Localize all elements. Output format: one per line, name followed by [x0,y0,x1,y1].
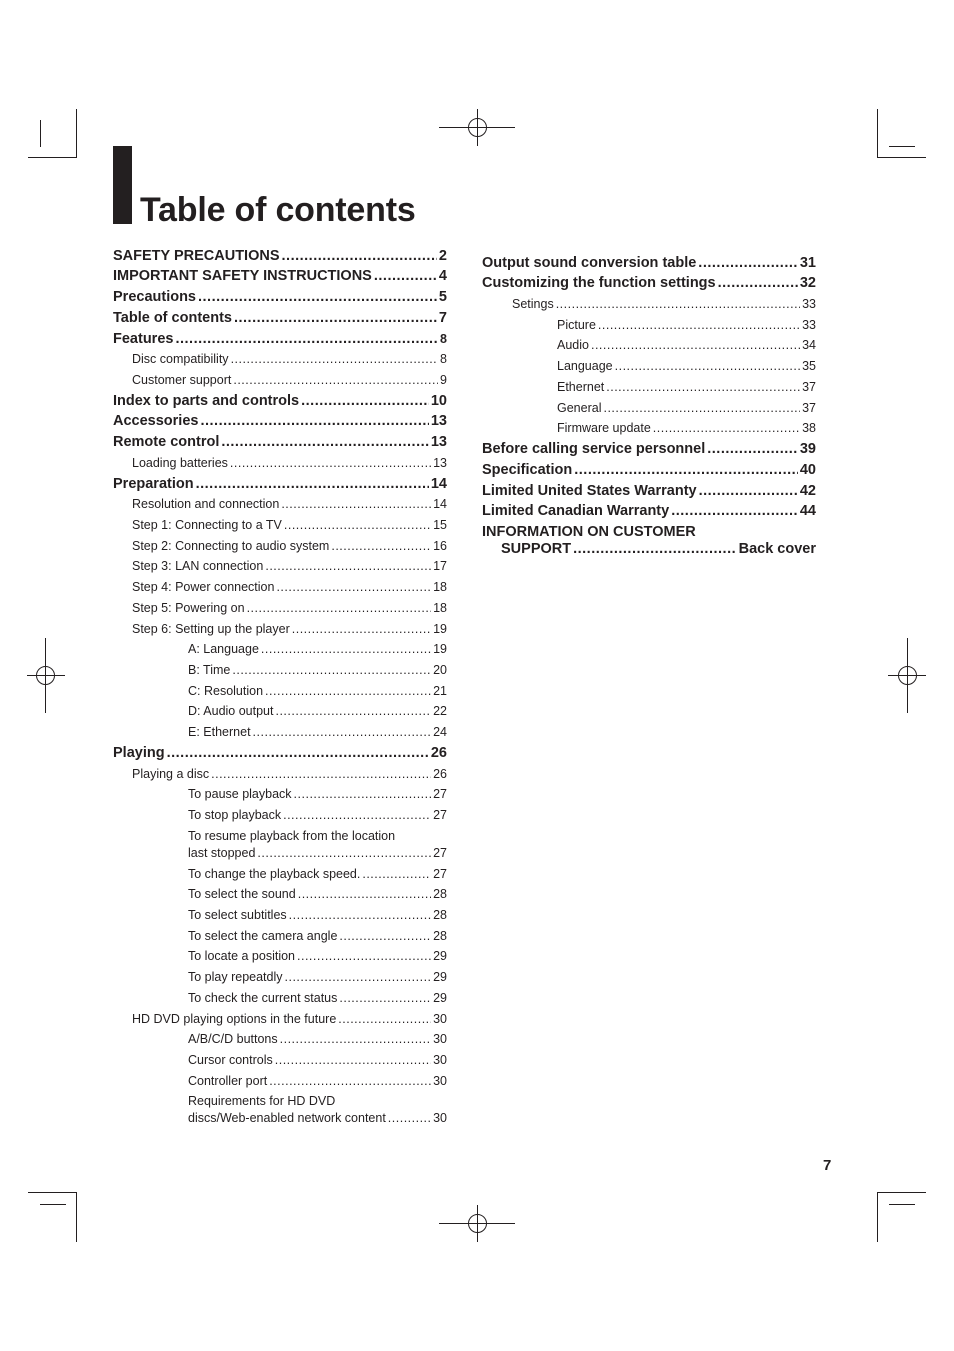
toc-entry[interactable]: Step 4: Power connection ..... 18 [132,580,447,594]
toc-entry[interactable]: HD DVD playing options in the future ..... 30 [132,1012,447,1026]
toc-entry[interactable]: A/B/C/D buttons ..... 30 [188,1032,447,1046]
title-bar-accent [113,146,132,224]
toc-entry[interactable]: Limited Canadian Warranty ..... 44 [482,503,816,519]
toc-entry[interactable]: To select subtitles ..... 28 [188,908,447,922]
toc-entry[interactable]: Index to parts and controls ..... 10 [113,393,447,409]
toc-entry[interactable]: Controller port ..... 30 [188,1074,447,1088]
toc-entry[interactable]: To select the camera angle ..... 28 [188,929,447,943]
toc-entry[interactable]: Audio ..... 34 [557,338,816,352]
toc-entry-line[interactable]: INFORMATION ON CUSTOMER [482,524,696,540]
toc-entry[interactable]: Picture ..... 33 [557,318,816,332]
toc-entry[interactable]: To pause playback ..... 27 [188,787,447,801]
toc-entry[interactable]: B: Time ..... 20 [188,663,447,677]
toc-entry[interactable]: To select the sound ..... 28 [188,887,447,901]
toc-entry[interactable]: IMPORTANT SAFETY INSTRUCTIONS ..... 4 [113,268,447,284]
toc-entry[interactable]: To change the playback speed. ..... 27 [188,867,447,881]
toc-entry[interactable]: Preparation ..... 14 [113,476,447,492]
toc-entry[interactable]: Setings ..... 33 [512,297,816,311]
toc-entry[interactable]: Features ..... 8 [113,331,447,347]
toc-entry[interactable]: E: Ethernet ..... 24 [188,725,447,739]
toc-entry[interactable]: A: Language ..... 19 [188,642,447,656]
page-number: 7 [823,1157,832,1174]
toc-entry[interactable]: To stop playback ..... 27 [188,808,447,822]
toc-entry[interactable]: Ethernet ..... 37 [557,380,816,394]
toc-entry[interactable]: Resolution and connection ..... 14 [132,497,447,511]
toc-entry[interactable]: To check the current status ..... 29 [188,991,447,1005]
toc-entry-line[interactable]: To resume playback from the location [188,829,396,843]
toc-entry[interactable]: Output sound conversion table ..... 31 [482,255,816,271]
toc-entry[interactable]: Playing ..... 26 [113,745,447,761]
toc-entry[interactable]: Step 2: Connecting to audio system ..... 16 [132,539,447,553]
toc-entry[interactable]: D: Audio output ..... 22 [188,704,447,718]
toc-entry[interactable]: General ..... 37 [557,401,816,415]
toc-entry[interactable]: Table of contents ..... 7 [113,310,447,326]
toc-entry[interactable]: Playing a disc ..... 26 [132,767,447,781]
toc-entry[interactable]: Limited United States Warranty ..... 42 [482,483,816,499]
toc-entry[interactable]: Language ..... 35 [557,359,816,373]
toc-entry[interactable]: Remote control ..... 13 [113,434,447,450]
toc-entry[interactable]: SAFETY PRECAUTIONS ..... 2 [113,248,447,264]
toc-entry[interactable]: To locate a position ..... 29 [188,949,447,963]
toc-entry-line[interactable]: Requirements for HD DVD [188,1094,336,1108]
toc-entry[interactable]: Step 5: Powering on ..... 18 [132,601,447,615]
toc-entry[interactable]: Before calling service personnel ..... 39 [482,441,816,457]
toc-entry[interactable]: C: Resolution ..... 21 [188,684,447,698]
toc-entry[interactable]: Accessories ..... 13 [113,413,447,429]
toc-entry[interactable]: Cursor controls ..... 30 [188,1053,447,1067]
toc-entry[interactable]: Firmware update ..... 38 [557,421,816,435]
toc-entry[interactable]: Step 3: LAN connection ..... 17 [132,559,447,573]
toc-entry[interactable]: Precautions ..... 5 [113,289,447,305]
toc-entry[interactable]: Disc compatibility ..... 8 [132,352,447,366]
toc-entry[interactable]: SUPPORT ..... Back cover [501,541,816,557]
toc-entry[interactable]: Loading batteries ..... 13 [132,456,447,470]
toc-entry[interactable]: To play repeatdly ..... 29 [188,970,447,984]
toc-entry[interactable]: Customer support ..... 9 [132,373,447,387]
toc-entry[interactable]: Specification ..... 40 [482,462,816,478]
toc-entry[interactable]: last stopped ..... 27 [188,846,447,860]
toc-entry[interactable]: discs/Web-enabled network content ..... 30 [188,1111,447,1125]
toc-entry[interactable]: Customizing the function settings ..... 32 [482,275,816,291]
toc-entry[interactable]: Step 6: Setting up the player ..... 19 [132,622,447,636]
toc-entry[interactable]: Step 1: Connecting to a TV ..... 15 [132,518,447,532]
page-title: Table of contents [140,191,416,229]
